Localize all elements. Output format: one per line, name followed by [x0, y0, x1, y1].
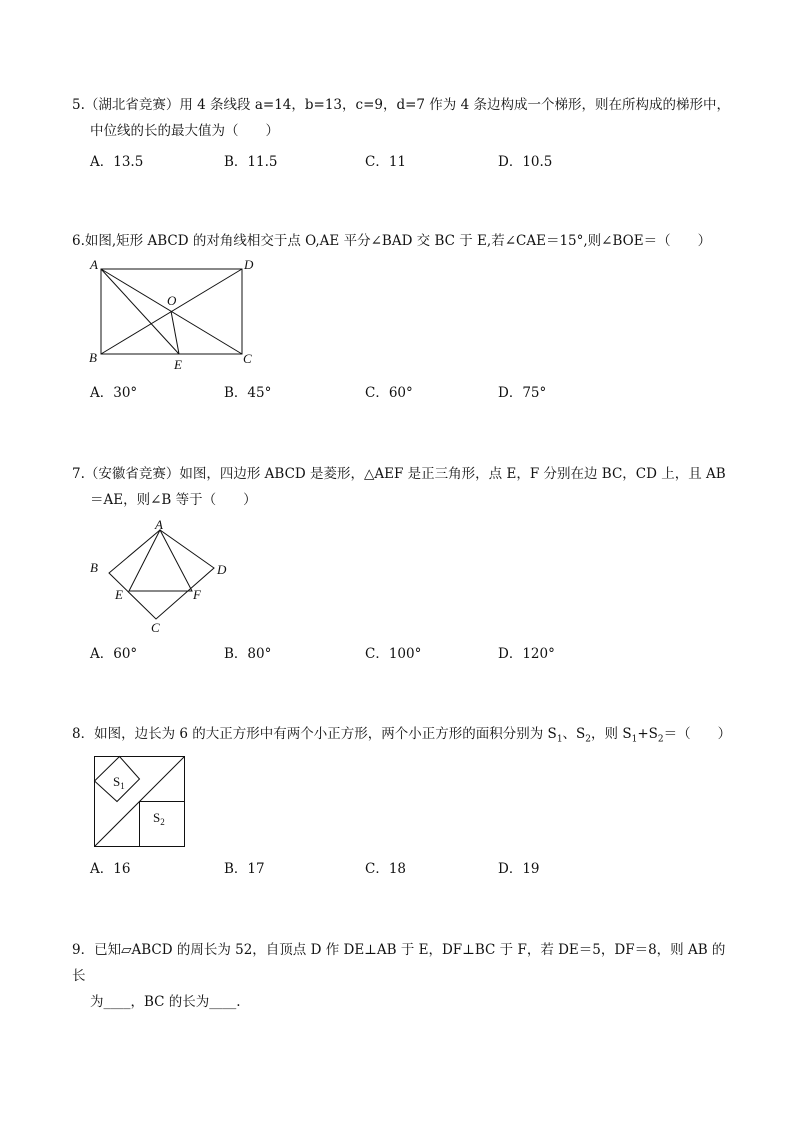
question-8-options: [90, 857, 650, 879]
label-e: E: [115, 587, 123, 602]
triangle-aef: [129, 530, 192, 591]
option-d[interactable]: D．19: [498, 861, 540, 877]
question-9-stem: [72, 937, 732, 1015]
subscript-2: 2: [585, 734, 592, 745]
question-9-line2: 为____，BC 的长为____.: [90, 994, 241, 1010]
question-8-text-c: ，则 S: [591, 726, 632, 742]
question-5: [72, 92, 732, 144]
label-a: A: [155, 517, 163, 532]
option-a[interactable]: A．16: [90, 861, 131, 877]
option-c[interactable]: C．11: [365, 154, 407, 170]
label-e: E: [174, 357, 182, 372]
question-8-text-d: +S: [637, 726, 658, 742]
segment-oe: [171, 311, 179, 354]
question-7: [72, 461, 732, 513]
label-f: F: [193, 587, 201, 602]
question-8-text-b: 、S: [562, 726, 586, 742]
question-9-line1: 9．已知▱ABCD 的周长为 52，自顶点 D 作 DE⊥AB 于 E，DF⊥BC 于 F，若 DE＝5，DF＝8，则 AB 的长: [72, 942, 726, 984]
rectangle-figure: [86, 256, 266, 376]
question-5-line2: 中位线的长的最大值为（ ）: [90, 123, 279, 139]
label-b: B: [90, 560, 98, 575]
label-s1: $S_1$: [113, 774, 125, 791]
subscript-1: 1: [556, 734, 563, 745]
label-o: O: [167, 293, 177, 308]
label-c: C: [151, 620, 160, 635]
subscript-1b: 1: [631, 734, 638, 745]
option-a[interactable]: A．13.5: [90, 154, 144, 170]
label-b: B: [89, 350, 97, 365]
label-c: C: [243, 351, 252, 366]
option-d[interactable]: D．10.5: [498, 154, 553, 170]
option-b[interactable]: B．80°: [224, 646, 272, 662]
question-5-line1: 5.（湖北省竞赛）用 4 条线段 a=14，b=13，c=9，d=7 作为 4 条边构成一个梯形，则在所构成的梯形中，: [72, 97, 730, 113]
option-d[interactable]: D．120°: [498, 646, 555, 662]
segment-ae: [101, 269, 179, 354]
question-6-options: [90, 381, 650, 403]
rhombus-abcd: [109, 530, 214, 619]
question-8-stem: [72, 721, 732, 753]
label-a: A: [90, 257, 98, 272]
label-d: D: [244, 257, 254, 272]
subscript-2b: 2: [657, 734, 664, 745]
option-b[interactable]: B．45°: [224, 385, 272, 401]
question-8: [72, 721, 732, 753]
question-6-line1: 6.如图,矩形 ABCD 的对角线相交于点 O,AE 平分∠BAD 交 BC 于 E,若∠CAE＝15°,则∠BOE＝（ ）: [72, 233, 712, 249]
question-9: [72, 937, 732, 1015]
option-c[interactable]: C．18: [365, 861, 407, 877]
question-6: [72, 228, 732, 254]
option-d[interactable]: D．75°: [498, 385, 547, 401]
option-c[interactable]: C．100°: [365, 646, 422, 662]
question-5-options: [90, 150, 650, 172]
question-5-stem: [72, 92, 732, 144]
question-8-text-e: ＝（ ）: [663, 726, 732, 742]
label-d: D: [217, 562, 227, 577]
question-7-line1: 7.（安徽省竞赛）如图，四边形 ABCD 是菱形，△AEF 是正三角形，点 E，F 分别在边 BC，CD 上，且 AB: [72, 466, 726, 482]
option-b[interactable]: B．17: [224, 861, 265, 877]
question-7-options: [90, 642, 650, 664]
label-s2: $S_2$: [153, 810, 165, 827]
question-7-stem: [72, 461, 732, 513]
option-a[interactable]: A．30°: [90, 385, 138, 401]
question-7-line2: ＝AE，则∠B 等于（ ）: [90, 492, 257, 508]
option-c[interactable]: C．60°: [365, 385, 413, 401]
squares-figure: [92, 754, 188, 850]
option-b[interactable]: B．11.5: [224, 154, 278, 170]
question-8-text-a: 8．如图，边长为 6 的大正方形中有两个小正方形，两个小正方形的面积分别为 S: [72, 726, 557, 742]
rhombus-figure: [86, 515, 246, 640]
option-a[interactable]: A．60°: [90, 646, 138, 662]
